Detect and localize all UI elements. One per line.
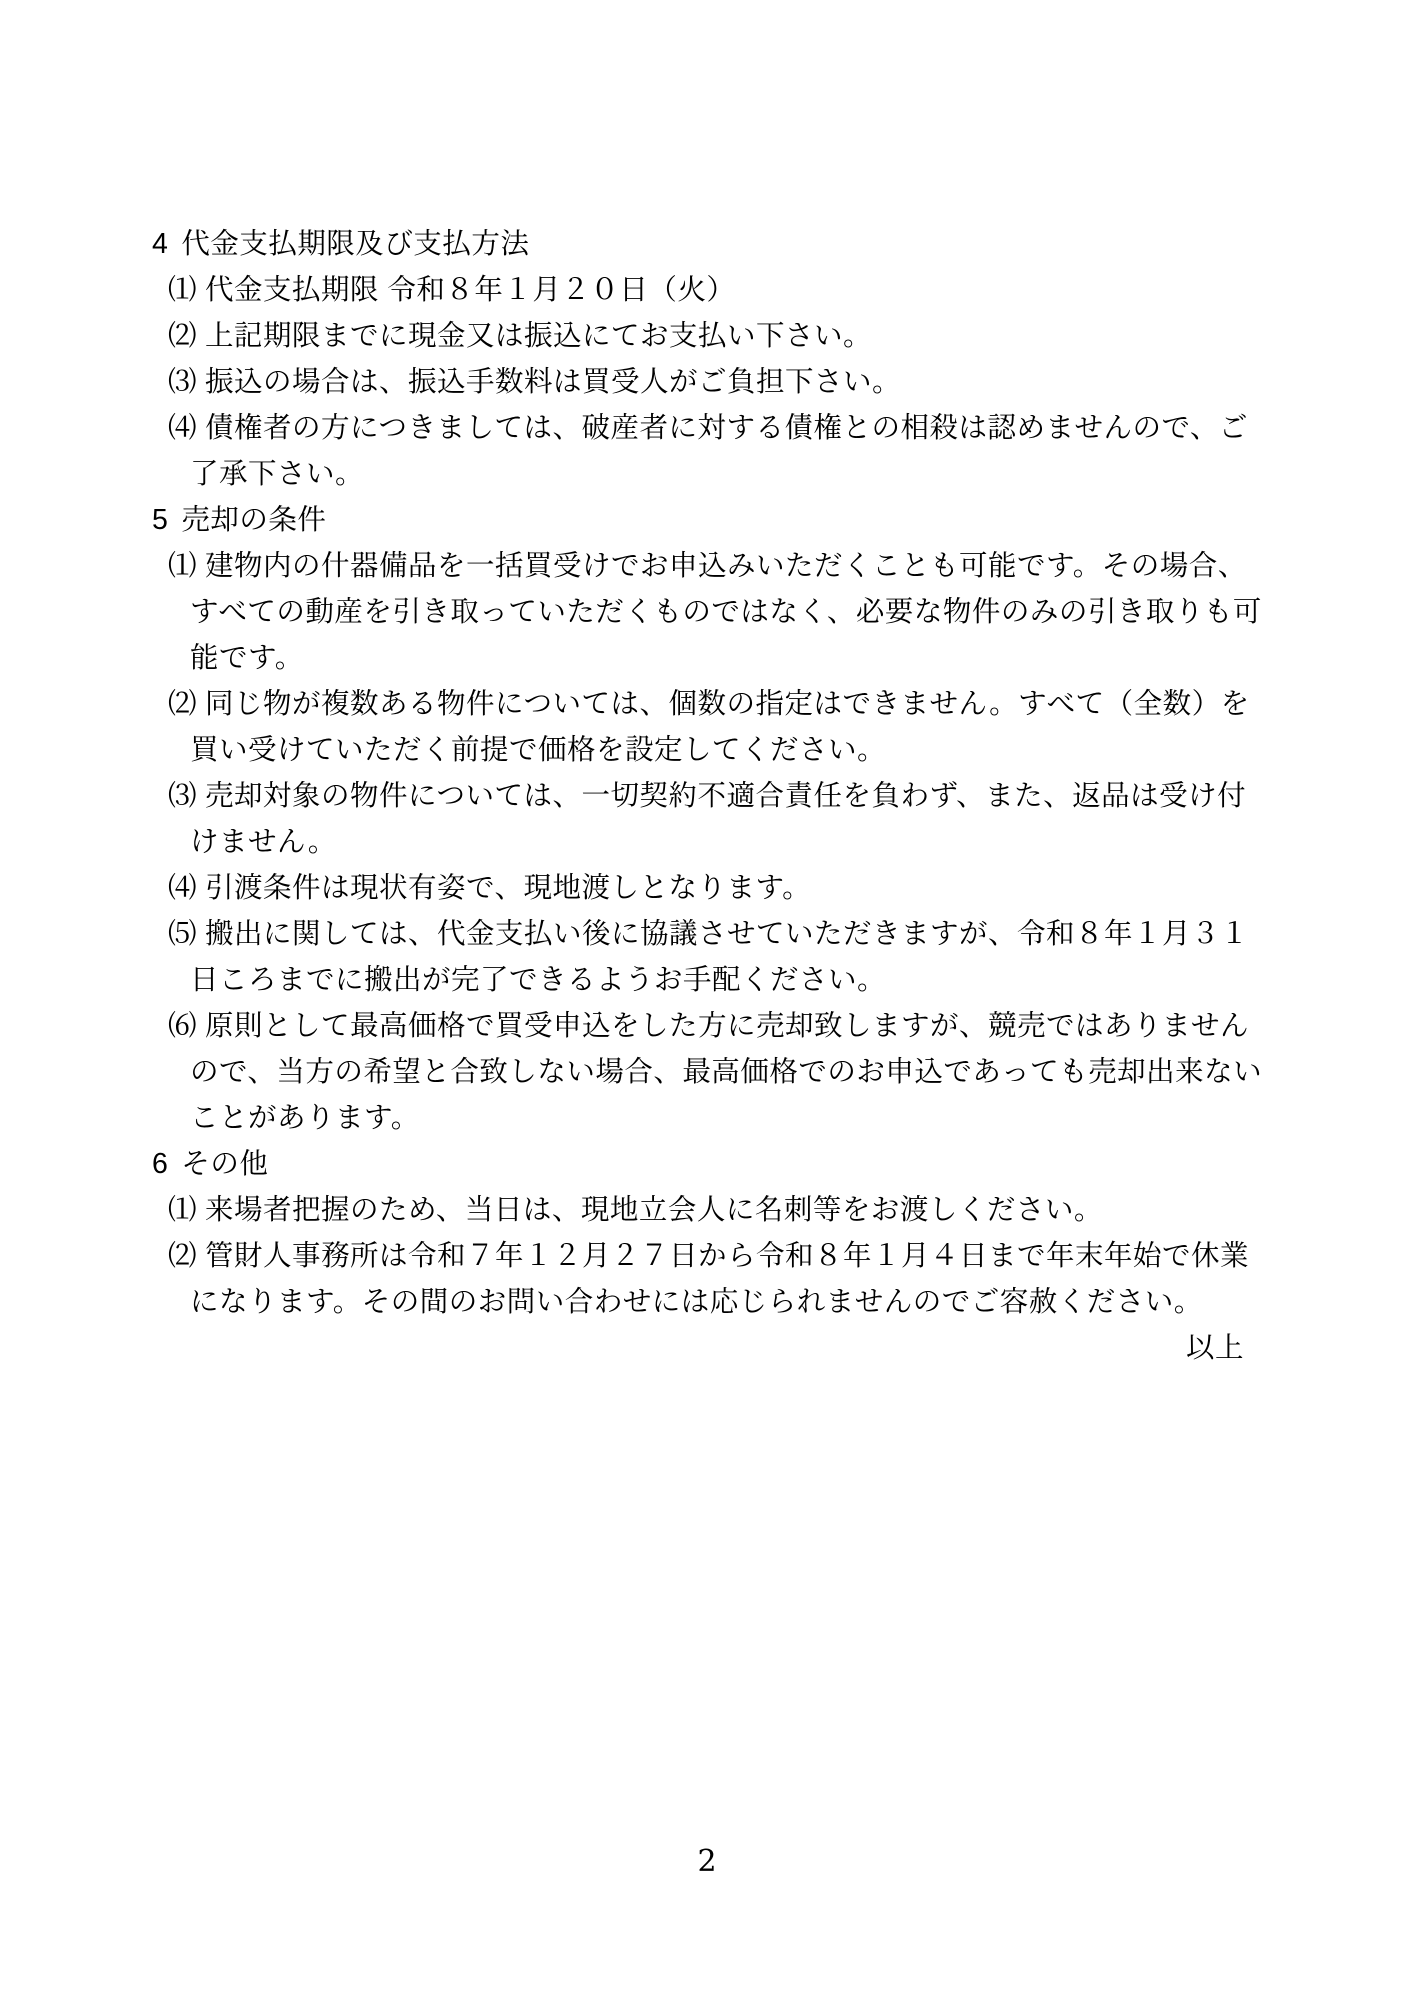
list-item — [168, 359, 1264, 405]
item-text: 代金支払期限 令和８年１月２０日（火） — [205, 274, 736, 306]
item-text: 売却対象の物件については、一切契約不適合責任を負わず、また、返品は受け付けません。 — [190, 780, 1247, 858]
item-text: 債権者の方につきましては、破産者に対する債権との相殺は認めませんので、ご了承下さい。 — [190, 412, 1248, 490]
list-item — [168, 267, 1264, 313]
item-marker: ⑷ — [168, 412, 198, 444]
item-marker: ⑴ — [168, 274, 198, 306]
section-number: 4 — [152, 228, 169, 260]
item-text: 来場者把握のため、当日は、現地立会人に名刺等をお渡しください。 — [205, 1194, 1103, 1226]
list-item — [168, 405, 1264, 497]
item-marker: ⑴ — [168, 1194, 198, 1226]
list-item — [168, 543, 1264, 681]
section-title: 売却の条件 — [181, 504, 327, 536]
item-marker: ⑶ — [168, 780, 198, 812]
item-text: 建物内の什器備品を一括買受けでお申込みいただくことも可能です。その場合、すべての動産を引き取っていただくものではなく、必要な物件のみの引き取りも可能です。 — [190, 550, 1262, 674]
item-text: 原則として最高価格で買受申込をした方に売却致しますが、競売ではありませんので、当方の希望と合致しない場合、最高価格でのお申込であっても売却出来ないことがあります。 — [190, 1010, 1263, 1134]
list-item — [168, 313, 1264, 359]
list-item — [168, 773, 1264, 865]
section-heading — [152, 1141, 1264, 1187]
item-text: 管財人事務所は令和７年１２月２７日から令和８年１月４日まで年末年始で休業になります。その間のお問い合わせには応じられませんのでご容赦ください。 — [190, 1240, 1250, 1318]
section-payment-terms — [152, 221, 1264, 497]
section-title: その他 — [181, 1148, 269, 1180]
item-marker: ⑸ — [168, 918, 198, 950]
list-item — [168, 681, 1264, 773]
item-marker: ⑷ — [168, 872, 198, 904]
page-number: 2 — [697, 1844, 717, 1879]
item-text: 搬出に関しては、代金支払い後に協議させていただきますが、令和８年１月３１日ころまでに搬出が完了できるようお手配ください。 — [190, 918, 1250, 996]
item-text: 引渡条件は現状有姿で、現地渡しとなります。 — [205, 872, 812, 904]
list-item — [168, 911, 1264, 1003]
item-text: 上記期限までに現金又は振込にてお支払い下さい。 — [205, 320, 873, 352]
item-marker: ⑶ — [168, 366, 198, 398]
item-text: 振込の場合は、振込手数料は買受人がご負担下さい。 — [205, 366, 902, 398]
list-item — [168, 865, 1264, 911]
section-sale-conditions — [152, 497, 1264, 1141]
item-marker: ⑵ — [168, 320, 198, 352]
closing-text: 以上 — [1185, 1332, 1244, 1364]
item-text: 同じ物が複数ある物件については、個数の指定はできません。すべて（全数）を買い受けていただく前提で価格を設定してください。 — [190, 688, 1250, 766]
item-marker: ⑵ — [168, 688, 198, 720]
section-other — [152, 1141, 1264, 1325]
section-heading — [152, 497, 1264, 543]
section-number: 6 — [152, 1148, 169, 1180]
list-item — [168, 1187, 1264, 1233]
item-marker: ⑵ — [168, 1240, 198, 1272]
item-marker: ⑴ — [168, 550, 198, 582]
section-title: 代金支払期限及び支払方法 — [181, 228, 530, 260]
section-heading — [152, 221, 1264, 267]
item-marker: ⑹ — [168, 1010, 198, 1042]
section-number: 5 — [152, 504, 169, 536]
list-item — [168, 1003, 1264, 1141]
document-content — [152, 221, 1264, 1371]
list-item — [168, 1233, 1264, 1325]
